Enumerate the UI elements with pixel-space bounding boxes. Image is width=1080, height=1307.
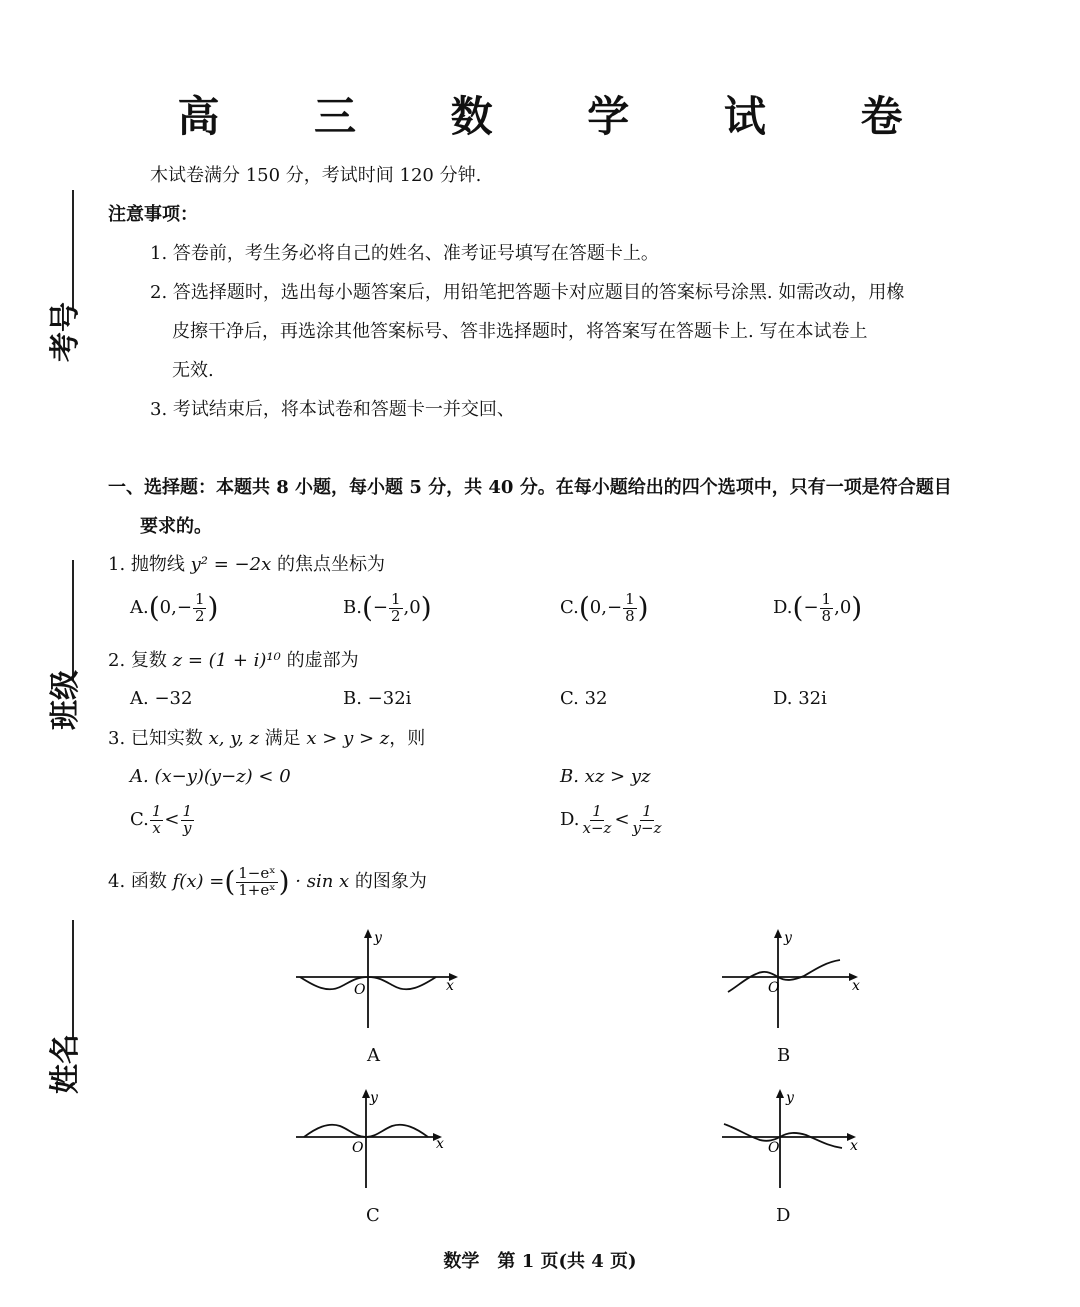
q1-a-pre: 0,− xyxy=(159,597,192,619)
graph-a-label: A xyxy=(367,1045,380,1066)
graph-d-label: D xyxy=(776,1205,791,1226)
q1-d-label: D. xyxy=(773,597,793,619)
q4-suffix: 的图象为 xyxy=(354,871,427,893)
q2-prefix: 2. 复数 xyxy=(108,650,167,671)
graph-d-x-label: x xyxy=(850,1138,858,1154)
graph-c-origin: O xyxy=(352,1140,364,1156)
q2-option-b: B. −32i xyxy=(343,688,412,709)
q4-mid: · sin x xyxy=(295,871,350,893)
question-2-stem xyxy=(108,650,359,672)
question-3-stem xyxy=(108,728,425,750)
graph-c xyxy=(290,1082,470,1194)
section1-heading: 一、选择题：本题共 8 小题，每小题 5 分，共 40 分。在每小题给出的四个选项中，只有一项是符合题目 xyxy=(108,477,952,498)
note-3: 3. 考试结束后，将本试卷和答题卡一并交回、 xyxy=(150,399,515,420)
q2-expr: z = (1 + i)¹⁰ xyxy=(172,650,281,671)
note-1: 1. 答卷前，考生务必将自己的姓名、准考证号填写在答题卡上。 xyxy=(150,243,659,264)
q1-option-b: B. ( − $\frac{1}{2}$ ,0 ) xyxy=(343,590,432,625)
graph-a-origin: O xyxy=(354,982,366,998)
class-line xyxy=(72,560,74,680)
graph-c-y-label: y xyxy=(370,1090,378,1106)
q4-prefix: 4. 函数 xyxy=(108,871,167,893)
q2-suffix: 的虚部为 xyxy=(286,650,359,671)
graph-b-y-label: y xyxy=(784,930,792,946)
note-2-end: 无效. xyxy=(172,360,214,381)
q1-prefix: 1. 抛物线 xyxy=(108,554,185,575)
q2-option-d: D. 32i xyxy=(773,688,827,709)
intro-text: 木试卷满分 150 分，考试时间 120 分钟. xyxy=(150,165,482,186)
name-line xyxy=(72,920,74,1040)
notes-heading: 注意事项： xyxy=(108,204,198,225)
graph-c-label: C xyxy=(366,1205,380,1226)
page-footer: 数学 第 1 页(共 4 页) xyxy=(443,1251,637,1272)
q1-suffix: 的焦点坐标为 xyxy=(276,554,385,575)
q3-mid: 满足 xyxy=(264,728,301,749)
q1-d-frac: $\frac{1}{8}$ xyxy=(821,590,832,625)
q2-option-c: C. 32 xyxy=(560,688,608,709)
graph-b-label: B xyxy=(777,1045,791,1066)
question-4-stem: 4. 函数 f(x) = ( $\frac{\text{1−eˣ}}{\text{1+eˣ}}$ ) · sin x 的图象为 xyxy=(108,864,427,899)
note-2-cont: 皮擦干净后，再选涂其他答案标号、答非选择题时，将答案写在答题卡上. 写在本试卷上 xyxy=(172,321,868,342)
q1-c-label: C. xyxy=(560,597,579,619)
class-label: 班级 xyxy=(48,670,83,730)
q3-option-d: D. $\frac{1}{x-z}$ < $\frac{1}{y-z}$ xyxy=(560,802,662,837)
q3-option-b: B. xz > yz xyxy=(560,766,651,787)
q1-b-frac: $\frac{1}{2}$ xyxy=(390,590,401,625)
q3-vars: x, y, z xyxy=(208,728,259,749)
q3-suffix: ，则 xyxy=(389,728,426,749)
q3-prefix: 3. 已知实数 xyxy=(108,728,203,749)
graph-c-x-label: x xyxy=(436,1136,444,1152)
graph-a-y-label: y xyxy=(374,930,382,946)
graph-b-origin: O xyxy=(768,980,780,996)
q1-option-a: A. ( 0,− $\frac{1}{2}$ ) xyxy=(130,590,219,625)
q1-expr: y² = −2x xyxy=(190,554,272,575)
graph-b xyxy=(716,922,896,1034)
q3-c-label: C. xyxy=(130,809,149,831)
arrow-icon xyxy=(362,1089,370,1098)
arrow-icon xyxy=(774,929,782,938)
exam-no-label: 考号 xyxy=(48,302,83,362)
page-title: 高 三 数 学 试 卷 xyxy=(177,92,943,141)
q3-expr: x > y > z xyxy=(306,728,390,749)
q1-a-label: A. xyxy=(130,597,149,619)
question-1-stem xyxy=(108,554,385,576)
q3-option-c: C. $\frac{1}{x}$ < $\frac{1}{y}$ xyxy=(130,802,193,837)
graph-d xyxy=(716,1082,896,1194)
q1-c-frac: $\frac{1}{8}$ xyxy=(625,590,635,625)
arrow-icon xyxy=(364,929,372,938)
q1-option-c: C. ( 0,− $\frac{1}{8}$ ) xyxy=(560,590,649,625)
graph-a xyxy=(290,922,470,1034)
q4-frac: $\frac{\text{1−eˣ}}{\text{1+eˣ}}$ xyxy=(238,864,276,899)
graph-b-x-label: x xyxy=(852,978,860,994)
q1-b-label: B. xyxy=(343,597,362,619)
name-label: 姓名 xyxy=(48,1034,83,1094)
graph-a-x-label: x xyxy=(446,978,454,994)
q3-option-a: A. (x−y)(y−z) < 0 xyxy=(130,766,291,787)
graph-b-curve xyxy=(728,960,840,992)
q1-option-d: D. ( − $\frac{1}{8}$ ,0 ) xyxy=(773,590,863,625)
q1-a-frac: $\frac{1}{2}$ xyxy=(194,590,205,625)
q3-d-label: D. xyxy=(560,809,580,831)
section1-heading-cont: 要求的。 xyxy=(140,516,212,537)
graph-d-curve xyxy=(724,1124,842,1148)
q4-f: f(x) = xyxy=(172,871,225,893)
graph-d-origin: O xyxy=(768,1140,780,1156)
exam-no-line xyxy=(72,190,74,310)
q2-option-a: A. −32 xyxy=(130,688,193,709)
graph-d-y-label: y xyxy=(786,1090,794,1106)
note-2: 2. 答选择题时，选出每小题答案后，用铅笔把答题卡对应题目的答案标号涂黑. 如需改动，用橡 xyxy=(150,282,905,303)
arrow-icon xyxy=(776,1089,784,1098)
